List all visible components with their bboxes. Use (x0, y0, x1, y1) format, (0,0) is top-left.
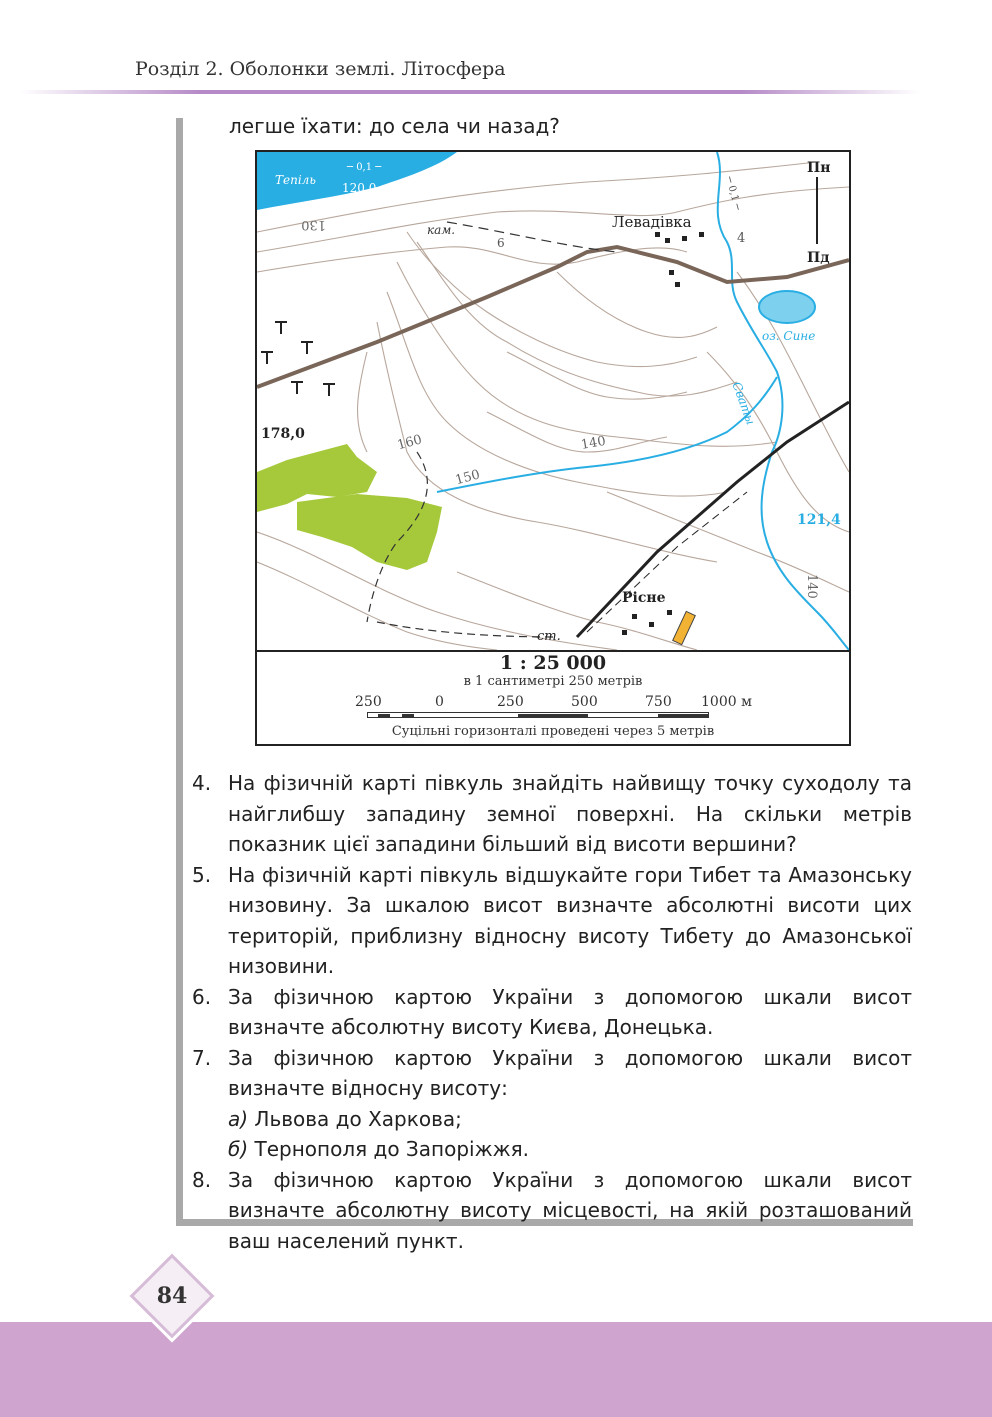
lake-syne (759, 291, 815, 323)
label-contour-130: 130 (301, 217, 326, 232)
building-yellow (673, 611, 696, 644)
side-bar (176, 118, 183, 1225)
label-levadivka: Левадівка (612, 213, 692, 231)
scale-note: Суцільні горизонталі проведені через 5 метрів (391, 724, 715, 739)
label-lake: оз. Сине (762, 329, 816, 343)
subquestion-letter: а) (228, 1106, 249, 1131)
scale-bar (367, 712, 709, 718)
intro-text: легше їхати: до села чи назад? (229, 114, 560, 138)
map-drawing (257, 152, 849, 650)
question-text: За фізичною картою України з допомогою шкали висот визначте абсолютну висоту місцевості, на якій розташований ваш населений пункт. (228, 1167, 912, 1253)
label-tepil-mark: ─ 0,1 ─ (347, 162, 382, 173)
question-5 (192, 860, 912, 982)
label-road-6: 6 (497, 236, 505, 250)
scale-tick-5: 1000 м (701, 694, 752, 710)
village-risne-blocks (622, 610, 672, 635)
label-river-vertical-mark: ─ 0,1 ─ (723, 175, 743, 212)
contour-lines (257, 162, 849, 650)
question-text: На фізичній карті півкуль відшукайте гори Тибет та Амазонську низовину. За шкалою висот визначте абсолютні висоти цих територій, приблизну відносну висоту Тибету до Амазонської низовини. (228, 862, 912, 978)
subquestion-letter: б) (228, 1137, 249, 1161)
scale-tick-0: 250 (355, 694, 382, 710)
map-legend (257, 650, 849, 746)
subquestion-b (228, 1134, 912, 1165)
label-kam: кам. (427, 223, 456, 237)
scale-tick-3: 500 (571, 694, 598, 710)
scale-tick-1: 0 (435, 694, 444, 710)
question-8 (192, 1165, 912, 1257)
question-number: 5. (192, 862, 212, 887)
subquestion-a (228, 1104, 912, 1135)
scale-ratio: 1 : 25 000 (499, 652, 607, 674)
label-north: Пн (807, 160, 831, 176)
question-number: 8. (192, 1167, 212, 1192)
scale-tick-4: 750 (645, 694, 672, 710)
label-height-120: 120,0 (342, 181, 377, 195)
label-road-4: 4 (737, 231, 746, 246)
question-4 (192, 768, 912, 860)
header-divider (20, 90, 920, 94)
scale-subtitle: в 1 сантиметрі 250 метрів (463, 674, 643, 689)
page-number: 84 (156, 1283, 188, 1309)
question-text: За фізичною картою України з допомогою шкали висот визначте відносну висоту: (228, 1045, 912, 1100)
label-station: ст. (537, 629, 561, 644)
label-height-178: 178,0 (261, 426, 305, 442)
label-south: Пд (807, 250, 830, 266)
question-list (192, 768, 912, 1256)
question-number: 6. (192, 984, 212, 1009)
label-contour-140: 140 (579, 433, 607, 453)
label-risne: Рісне (622, 590, 666, 606)
label-contour-140-b: 140 (804, 574, 819, 599)
dirt-road-2 (377, 622, 557, 637)
label-river-vertical: Сваты (729, 379, 758, 427)
scale-tick-2: 250 (497, 694, 524, 710)
subquestion-text: Тернополя до Запоріжжя. (254, 1137, 530, 1161)
question-number: 7. (192, 1045, 212, 1070)
label-height-121: 121,4 (797, 512, 841, 528)
subquestion-text: Львова до Харкова; (254, 1106, 462, 1131)
label-contour-160: 160 (395, 432, 424, 454)
chapter-header: Розділ 2. Оболонки землі. Літосфера (135, 58, 506, 80)
question-text: За фізичною картою України з допомогою шкали висот визначте абсолютну висоту Києва, Донецька. (228, 984, 912, 1039)
question-text: На фізичній карті півкуль знайдіть найвищу точку суходолу та найглибшу западину земної поверхні. На скільки метрів показник цієї западини більший від висоти вершини? (228, 771, 912, 856)
question-number: 4. (192, 771, 212, 795)
topographic-map (255, 150, 851, 746)
label-tepil: Тепіль (275, 173, 316, 187)
label-contour-150: 150 (453, 467, 482, 489)
footer-band (0, 1322, 992, 1417)
tree-symbols (261, 322, 335, 396)
question-6 (192, 982, 912, 1043)
question-7 (192, 1043, 912, 1165)
